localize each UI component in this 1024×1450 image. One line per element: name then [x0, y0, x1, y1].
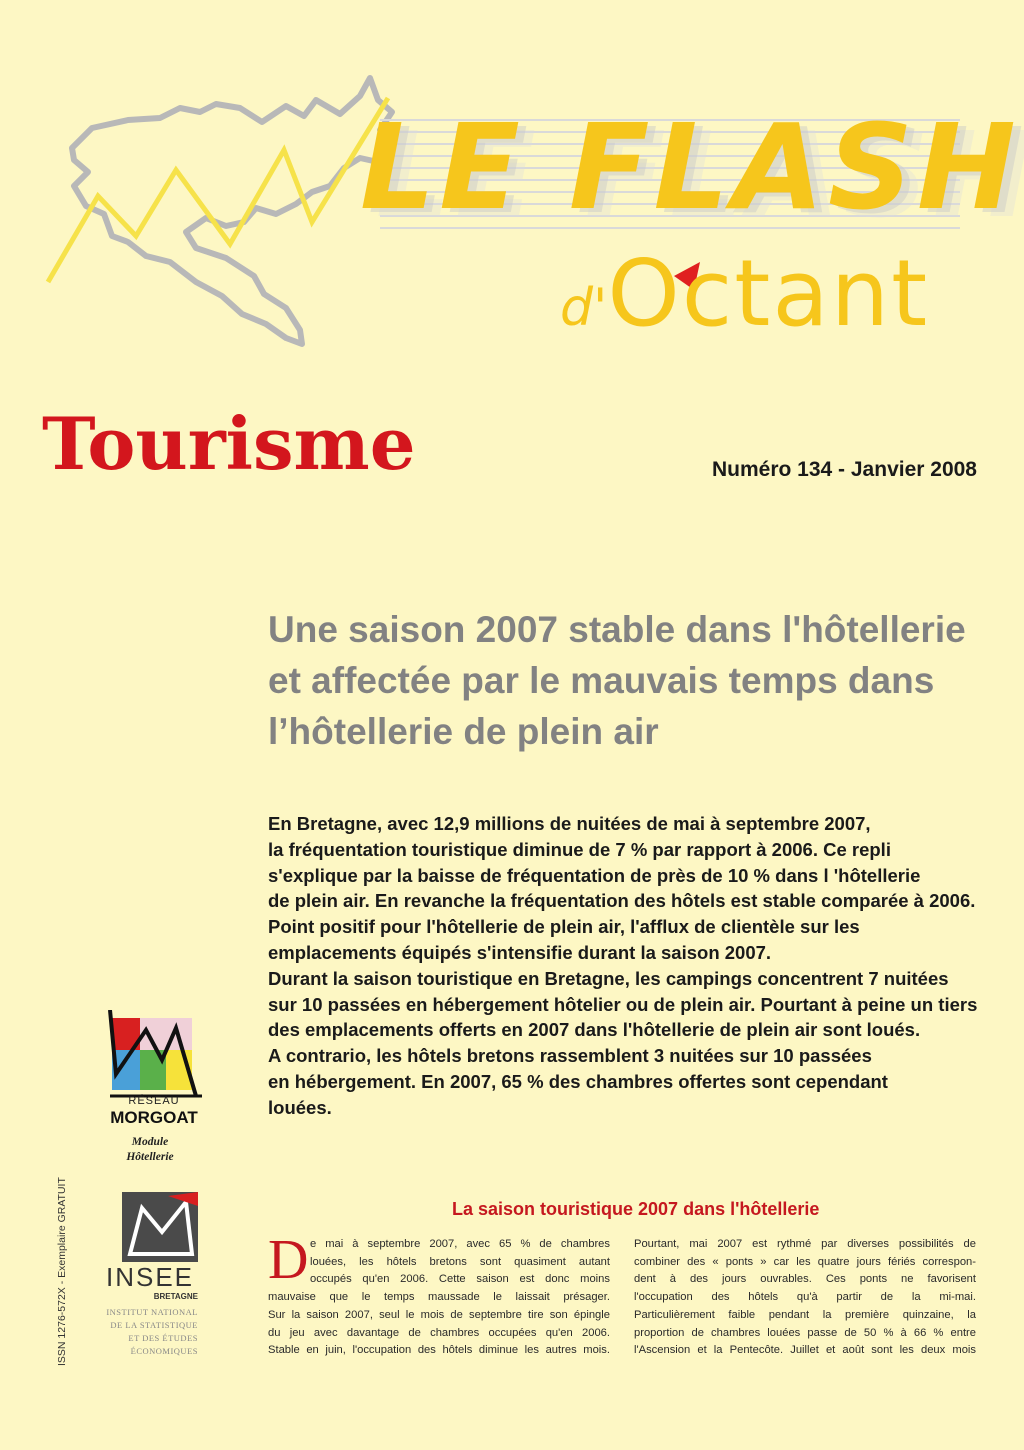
- morgoat-module: [100, 1135, 200, 1165]
- body-line: e mai à septembre 2007, avec 65 % de chambres: [310, 1238, 610, 1250]
- masthead-subtitle-word: Octant: [607, 240, 930, 347]
- section-title: Tourisme: [42, 401, 416, 486]
- insee-subtitle: [98, 1306, 198, 1358]
- body-line: proportion de chambres louées passe de 50 % à 66 % entre: [634, 1326, 976, 1339]
- section-subheading: La saison touristique 2007 dans l'hôtellerie: [452, 1199, 820, 1219]
- morgoat-name: MORGOAT: [110, 1108, 198, 1127]
- intro-line: sur 10 passées en hébergement hôtelier ou de plein air. Pourtant à peine un tiers: [268, 993, 978, 1015]
- morgoat-module-line: Module: [131, 1136, 169, 1148]
- morgoat-reseau-label: RÉSEAU: [128, 1095, 180, 1107]
- body-line: occupés qu'en 2006. Cette saison est donc moins: [310, 1273, 610, 1286]
- insee-subtitle-line: ET DES ÉTUDES: [128, 1333, 198, 1343]
- intro-line: la fréquentation touristique diminue de 7 % par rapport à 2006. Ce repli: [268, 838, 891, 860]
- intro-line: A contrario, les hôtels bretons rassemblent 3 nuitées sur 10 passées: [268, 1045, 872, 1067]
- intro-line: en hébergement. En 2007, 65 % des chambres offertes sont cependant: [268, 1070, 888, 1092]
- body-line: louées, les hôtels bretons sont quasiment autant: [310, 1255, 610, 1268]
- intro-line: En Bretagne, avec 12,9 millions de nuitées de mai à septembre 2007,: [268, 813, 871, 834]
- intro-line: louées.: [268, 1096, 332, 1118]
- masthead-subtitle-prefix: d': [560, 278, 608, 338]
- headline-line: Une saison 2007 stable dans l'hôtellerie: [268, 609, 966, 650]
- body-column-right: [634, 1236, 976, 1360]
- intro-line: Point positif pour l'hôtellerie de plein air, l'afflux de clientèle sur les: [268, 916, 860, 938]
- intro-paragraph: [268, 811, 988, 1121]
- morgoat-logo: [106, 1010, 202, 1102]
- body-line: Sur la saison 2007, seul le mois de septembre tire son épingle: [268, 1308, 610, 1321]
- headline-line: l’hôtellerie de plein air: [268, 711, 659, 752]
- body-column-left: [268, 1236, 610, 1360]
- intro-line: s'explique par la baisse de fréquentation de près de 10 % dans l 'hôtellerie: [268, 864, 921, 886]
- body-line: Pourtant, mai 2007 est rythmé par diverses possibilités de: [634, 1238, 976, 1250]
- body-line: combiner des « ponts » car les quatre jours fériés correspon-: [634, 1255, 976, 1268]
- intro-line: des emplacements offerts en 2007 dans l'hôtellerie de plein air sont loués.: [268, 1019, 921, 1041]
- issue-number: Numéro 134 - Janvier 2008: [712, 458, 977, 481]
- body-line: Stable en juin, l'occupation des hôtels diminue les autres mois.: [268, 1344, 610, 1357]
- brittany-map-outline: [72, 78, 392, 344]
- body-line: du jeu avec davantage de chambres occupées qu'en 2006.: [268, 1326, 610, 1339]
- masthead-subtitle: [560, 240, 930, 347]
- insee-subtitle-line: INSTITUT NATIONAL: [106, 1307, 198, 1317]
- body-line: Particulièrement faible pendant la première quinzaine, la: [634, 1308, 976, 1321]
- body-line: l'occupation des hôtels qu'à partir de la mi-mai.: [634, 1291, 976, 1304]
- issn-label: ISSN 1276-572X - Exemplaire GRATUIT: [56, 1177, 68, 1366]
- insee-subtitle-line: DE LA STATISTIQUE: [110, 1320, 198, 1330]
- insee-name: INSEE: [105, 1262, 195, 1292]
- body-line: l'Ascension et la Pentecôte. Juillet et août sont les deux mois: [634, 1344, 976, 1357]
- intro-line: emplacements équipés s'intensifie durant la saison 2007.: [268, 941, 772, 963]
- intro-line: Durant la saison touristique en Bretagne, les campings concentrent 7 nuitées: [268, 967, 949, 989]
- body-line: mauvaise que le temps maussade le laissait présager.: [268, 1291, 610, 1304]
- drop-cap: D: [268, 1229, 309, 1291]
- headline-line: et affectée par le mauvais temps dans: [268, 660, 935, 701]
- morgoat-module-line: Hôtellerie: [126, 1151, 174, 1163]
- intro-line: de plein air. En revanche la fréquentation des hôtels est stable comparée à 2006.: [268, 890, 976, 912]
- insee-region: BRETAGNE: [153, 1292, 198, 1301]
- body-line: dent à des jours ouvrables. Ces ponts ne favorisent: [634, 1273, 976, 1286]
- masthead-title: LE FLASH: [360, 98, 1020, 236]
- insee-logo: [122, 1192, 198, 1262]
- headline: [268, 604, 988, 757]
- insee-subtitle-line: ÉCONOMIQUES: [130, 1346, 198, 1356]
